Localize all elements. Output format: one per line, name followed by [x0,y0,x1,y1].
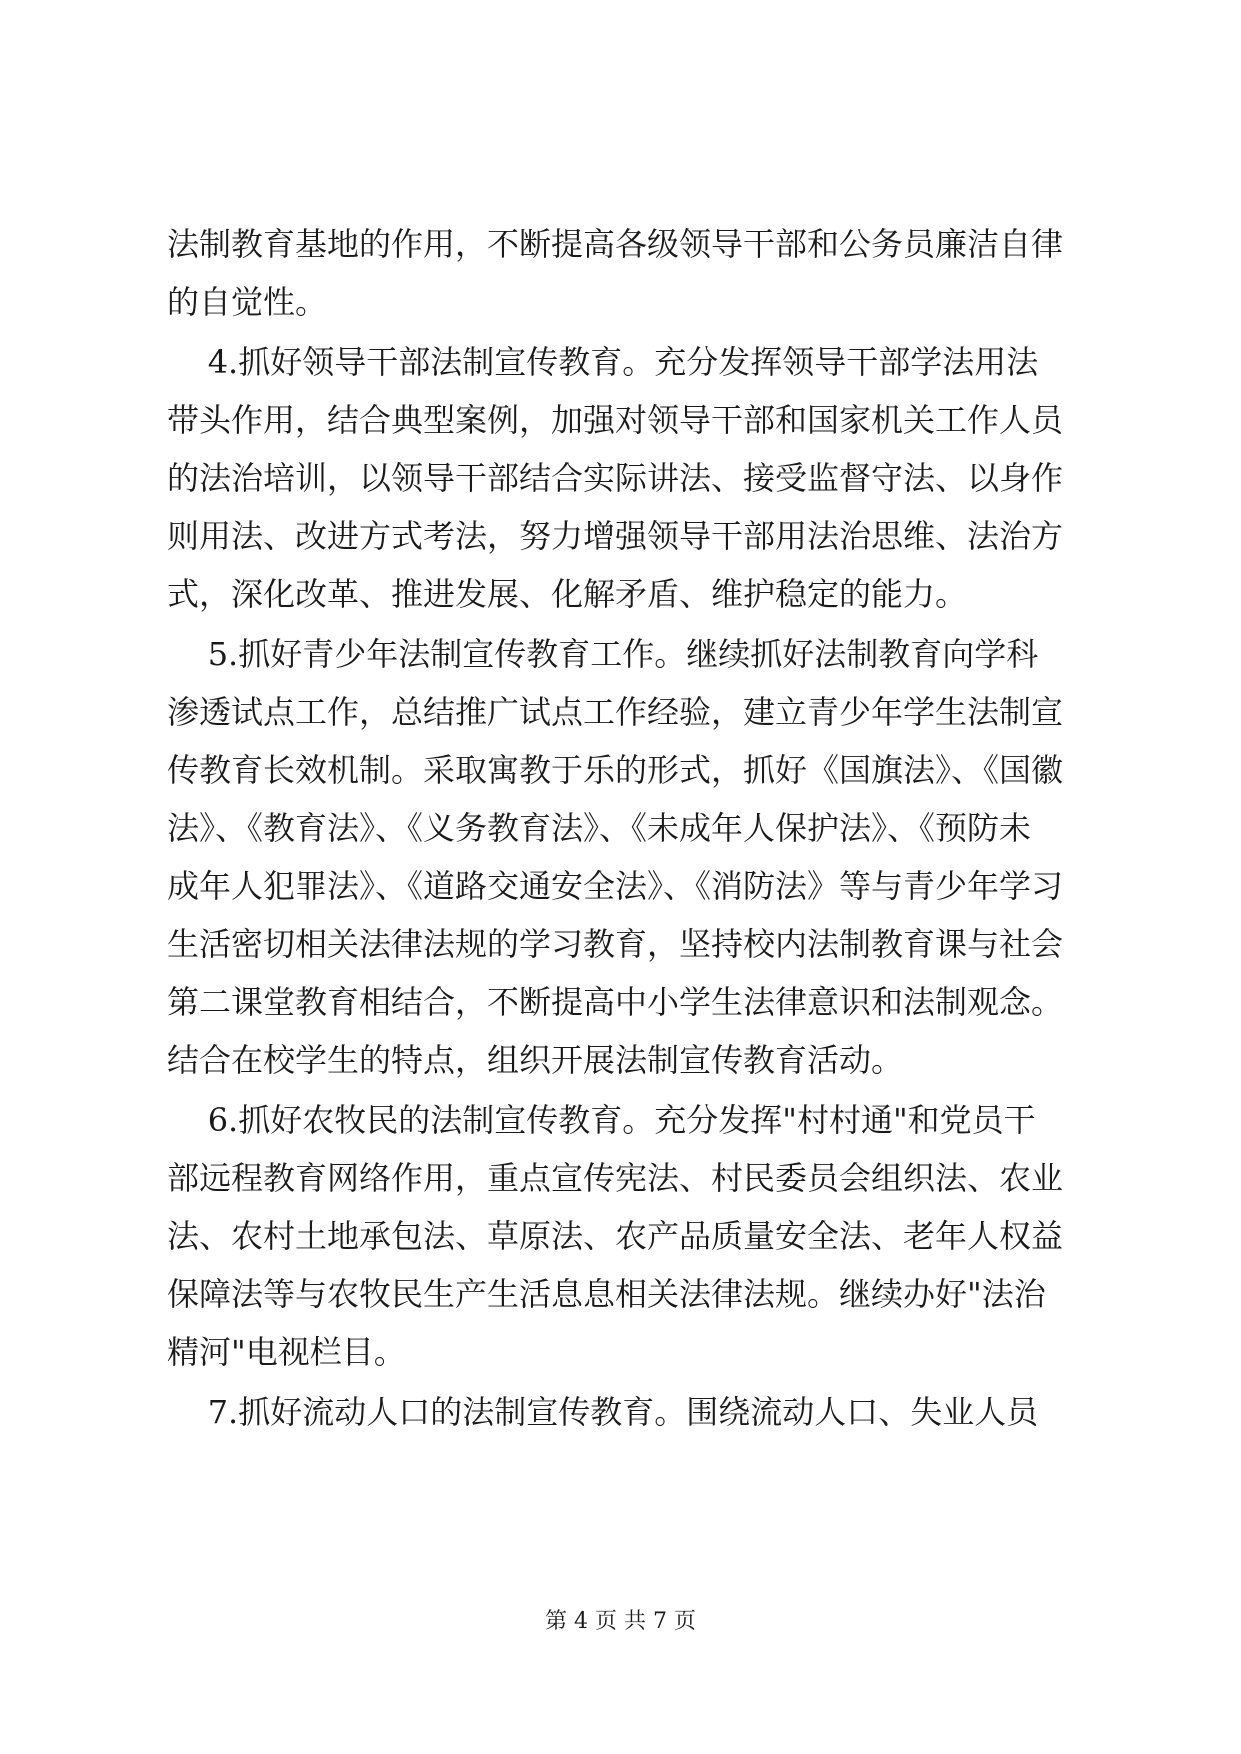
text-line: 生活密切相关法律法规的学习教育，坚持校内法制教育课与社会 [167,925,1064,963]
text-line: 成年人犯罪法》、《道路交通安全法》、《消防法》等与青少年学习 [167,867,1064,905]
page-footer: 第 4 页 共 7 页 [545,1609,696,1634]
text-line: 部远程教育网络作用，重点宣传宪法、村民委员会组织法、农业 [167,1159,1064,1197]
text-line: 法》、《教育法》、《义务教育法》、《未成年人保护法》、《预防未 [167,809,1032,847]
text-line: 带头作用，结合典型案例，加强对领导干部和国家机关工作人员 [167,401,1064,439]
text-line: 结合在校学生的特点，组织开展法制宣传教育活动。 [167,1041,904,1079]
text-line: 式，深化改革、推进发展、化解矛盾、维护稳定的能力。 [167,575,968,613]
text-line: 6.抓好农牧民的法制宣传教育。充分发挥"村村通"和党员干 [167,1101,1036,1139]
text-line: 保障法等与农牧民生产生活息息相关法律法规。继续办好"法治 [167,1275,1046,1313]
text-line: 的自觉性。 [167,283,328,321]
text-line: 渗透试点工作，总结推广试点工作经验，建立青少年学生法制宣 [167,693,1064,731]
text-line: 法、农村土地承包法、草原法、农产品质量安全法、老年人权益 [167,1217,1064,1255]
text-line: 精河"电视栏目。 [167,1333,406,1371]
text-line: 则用法、改进方式考法，努力增强领导干部用法治思维、法治方 [167,517,1064,555]
text-line: 5.抓好青少年法制宣传教育工作。继续抓好法制教育向学科 [167,635,1039,673]
text-line: 第二课堂教育相结合，不断提高中小学生法律意识和法制观念。 [167,983,1064,1021]
text-line: 法制教育基地的作用，不断提高各级领导干部和公务员廉洁自律 [167,225,1064,263]
text-line: 7.抓好流动人口的法制宣传教育。围绕流动人口、失业人员 [167,1393,1039,1431]
text-line: 4.抓好领导干部法制宣传教育。充分发挥领导干部学法用法 [167,343,1039,381]
text-line: 的法治培训，以领导干部结合实际讲法、接受监督守法、以身作 [167,459,1064,497]
text-line: 传教育长效机制。采取寓教于乐的形式，抓好《国旗法》、《国徽 [167,751,1064,789]
